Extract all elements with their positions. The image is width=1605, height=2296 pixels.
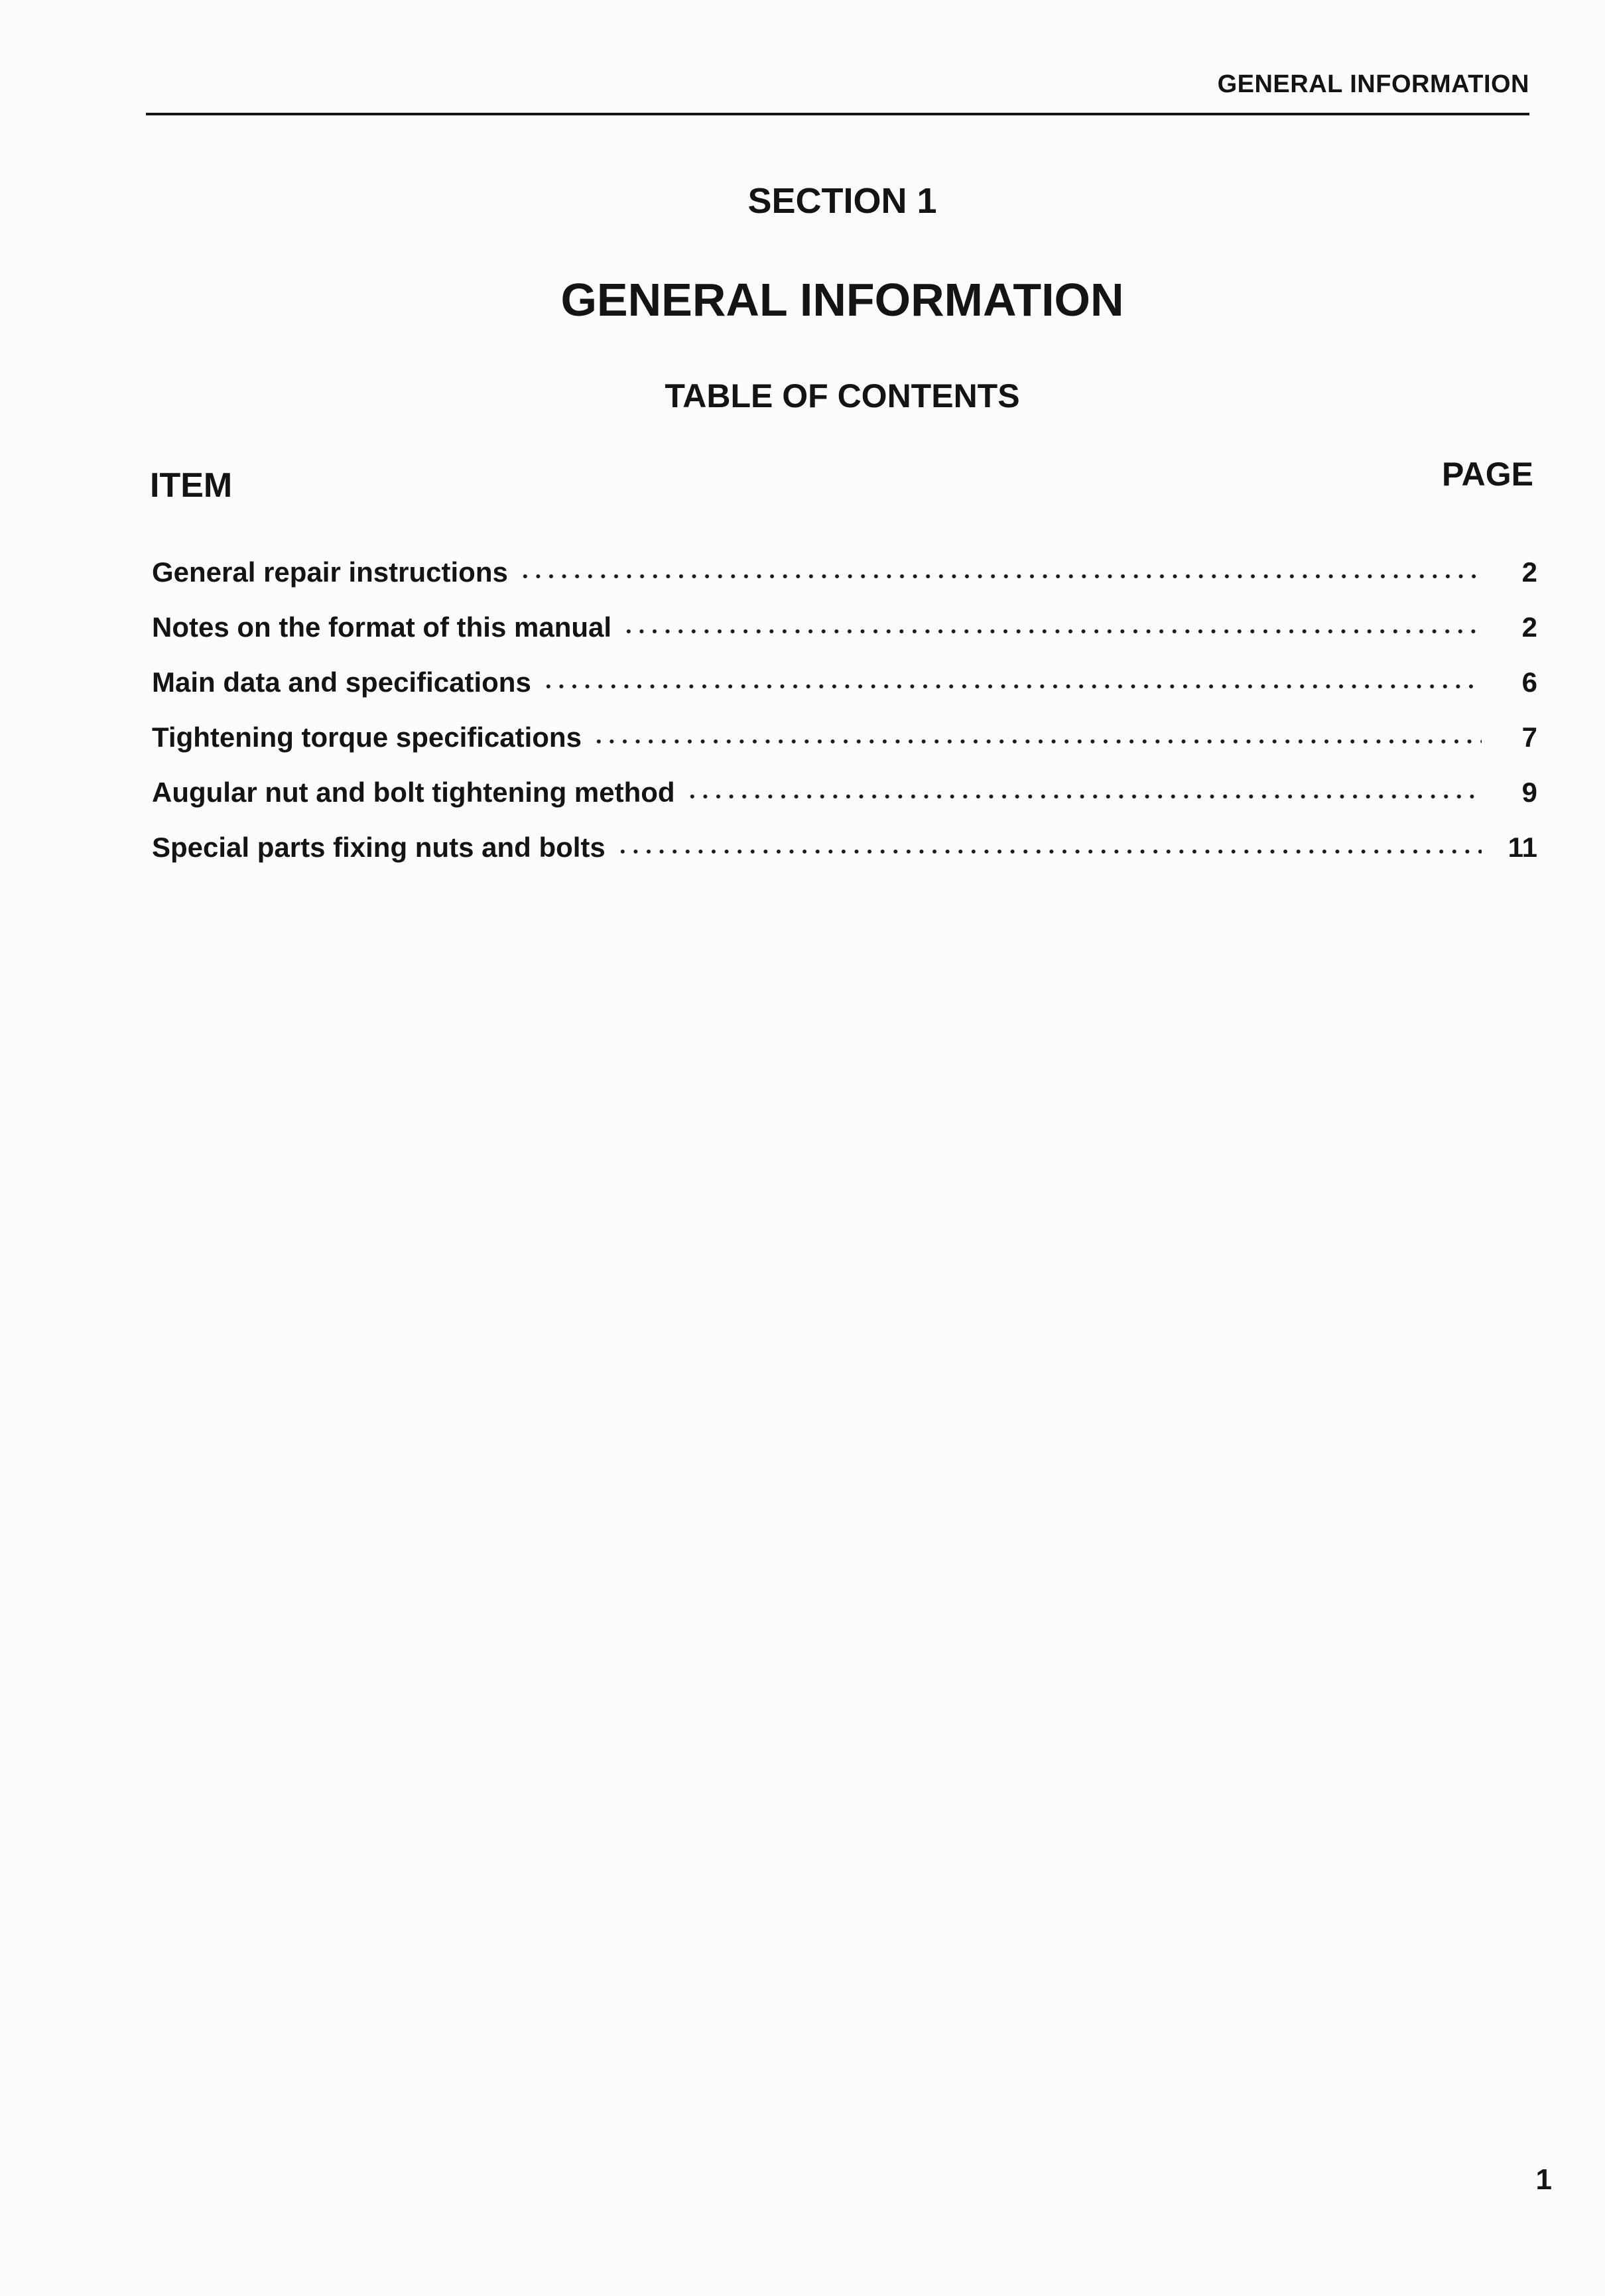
- toc-entry-title: Special parts fixing nuts and bolts: [152, 832, 606, 863]
- dot-leader: [542, 681, 1482, 692]
- section-title: GENERAL INFORMATION: [560, 274, 1124, 326]
- toc-entry-title: Notes on the format of this manual: [152, 611, 612, 643]
- dot-leader: [616, 846, 1482, 857]
- dot-leader: [592, 736, 1482, 747]
- toc-entry-page: 9: [1521, 777, 1537, 808]
- page-column-heading: PAGE: [1442, 456, 1533, 493]
- item-column-heading: ITEM: [150, 466, 233, 505]
- toc-entry: [152, 659, 1537, 698]
- toc-entry-page: 2: [1521, 611, 1537, 643]
- running-header-title: GENERAL INFORMATION: [1217, 70, 1529, 98]
- toc-entry: [152, 769, 1537, 808]
- toc-entry: [152, 824, 1537, 863]
- toc-entry: [152, 604, 1537, 643]
- section-label: SECTION 1: [747, 181, 937, 221]
- toc-entry-page: 7: [1521, 722, 1537, 753]
- dot-leader: [519, 571, 1482, 582]
- toc-heading: TABLE OF CONTENTS: [665, 377, 1020, 415]
- toc-entry: [152, 548, 1537, 588]
- toc-entry: [152, 714, 1537, 753]
- toc-entry-title: General repair instructions: [152, 556, 508, 588]
- toc-entry-page: 11: [1508, 832, 1537, 863]
- toc-entry-page: 2: [1521, 556, 1537, 588]
- toc-entry-title: Augular nut and bolt tightening method: [152, 777, 675, 808]
- page-number: 1: [1535, 2163, 1552, 2196]
- dot-leader: [622, 626, 1482, 637]
- toc-entry-page: 6: [1521, 667, 1537, 698]
- toc-entry-title: Tightening torque specifications: [152, 722, 582, 753]
- header-rule: [146, 113, 1529, 115]
- dot-leader: [686, 791, 1482, 802]
- toc-entry-title: Main data and specifications: [152, 667, 531, 698]
